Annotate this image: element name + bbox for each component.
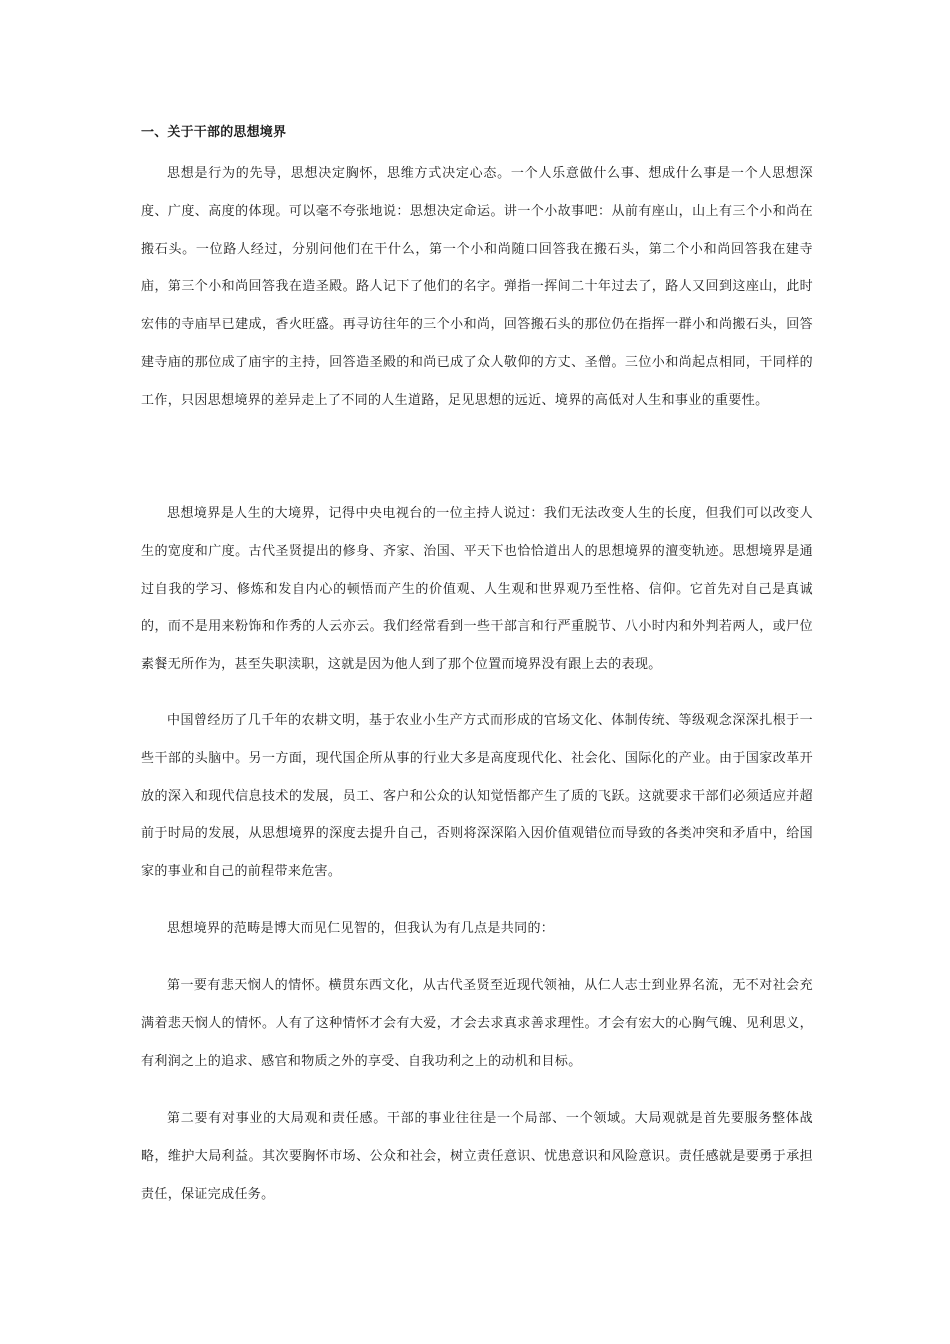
paragraph-common-points: 思想境界的范畴是博大而见仁见智的，但我认为有几点是共同的： bbox=[167, 921, 555, 936]
paragraph-second-point: 第二要有对事业的大局观和责任感。干部的事业往往是一个局部、一个领域。大局观就是首先要服务整体战略，维护大局利益。其次要胸怀市场、公众和社会，树立责任意识、忧患意识和风险意识。责任感就是要勇于承担责任，保证完成任务。 bbox=[141, 1111, 813, 1202]
section-heading: 一、关于干部的思想境界 bbox=[141, 125, 287, 140]
paragraph-farming-civilization: 中国曾经历了几千年的农耕文明，基于农业小生产方式而形成的官场文化、体制传统、等级观念深深扎根于一些干部的头脑中。另一方面，现代国企所从事的行业大多是高度现代化、社会化、国际化的产业。由于国家改革开放的深入和现代信息技术的发展，员工、客户和公众的认知觉悟都产生了质的飞跃。这就要求干部们必须适应并超前于时局的发展，从思想境界的深度去提升自己，否则将深深陷入因价值观错位而导致的各类冲突和矛盾中，给国家的事业和自己的前程带来危害。 bbox=[141, 713, 813, 880]
paragraph-life-realm: 思想境界是人生的大境界，记得中央电视台的一位主持人说过：我们无法改变人生的长度，但我们可以改变人生的宽度和广度。古代圣贤提出的修身、齐家、治国、平天下也恰恰道出人的思想境界的澶变轨迹。思想境界是通过自我的学习、修炼和发自内心的顿悟而产生的价值观、人生观和世界观乃至性格、信仰。它首先对自己是真诚的，而不是用来粉饰和作秀的人云亦云。我们经常看到一些干部言和行严重脱节、八小时内和外判若两人，或尸位素餐无所作为，甚至失职渎职，这就是因为他人到了那个位置而境界没有跟上去的表现。 bbox=[141, 506, 813, 673]
paragraph-first-point: 第一要有悲天悯人的情怀。横贯东西文化，从古代圣贤至近现代领袖，从仁人志士到业界名流，无不对社会充满着悲天悯人的情怀。人有了这种情怀才会有大爱，才会去求真求善求理性。才会有宏大的心胸气魄、见利思义，有利润之上的追求、感官和物质之外的享受、自我功利之上的动机和目标。 bbox=[141, 978, 813, 1069]
paragraph-thought-leads-action: 思想是行为的先导，思想决定胸怀，思维方式决定心态。一个人乐意做什么事、想成什么事是一个人思想深度、广度、高度的体现。可以毫不夸张地说：思想决定命运。讲一个小故事吧：从前有座山，山上有三个小和尚在搬石头。一位路人经过，分别问他们在干什么，第一个小和尚随口回答我在搬石头，第二个小和尚回答我在建寺庙，第三个小和尚回答我在造圣殿。路人记下了他们的名字。弹指一挥间二十年过去了，路人又回到这座山，此时宏伟的寺庙早已建成，香火旺盛。再寻访往年的三个小和尚，回答搬石头的那位仍在指挥一群小和尚搬石头，回答建寺庙的那位成了庙宇的主持，回答造圣殿的和尚已成了众人敬仰的方丈、圣僧。三位小和尚起点相同，干同样的工作，只因思想境界的差异走上了不同的人生道路，足见思想的远近、境界的高低对人生和事业的重要性。 bbox=[141, 166, 813, 408]
